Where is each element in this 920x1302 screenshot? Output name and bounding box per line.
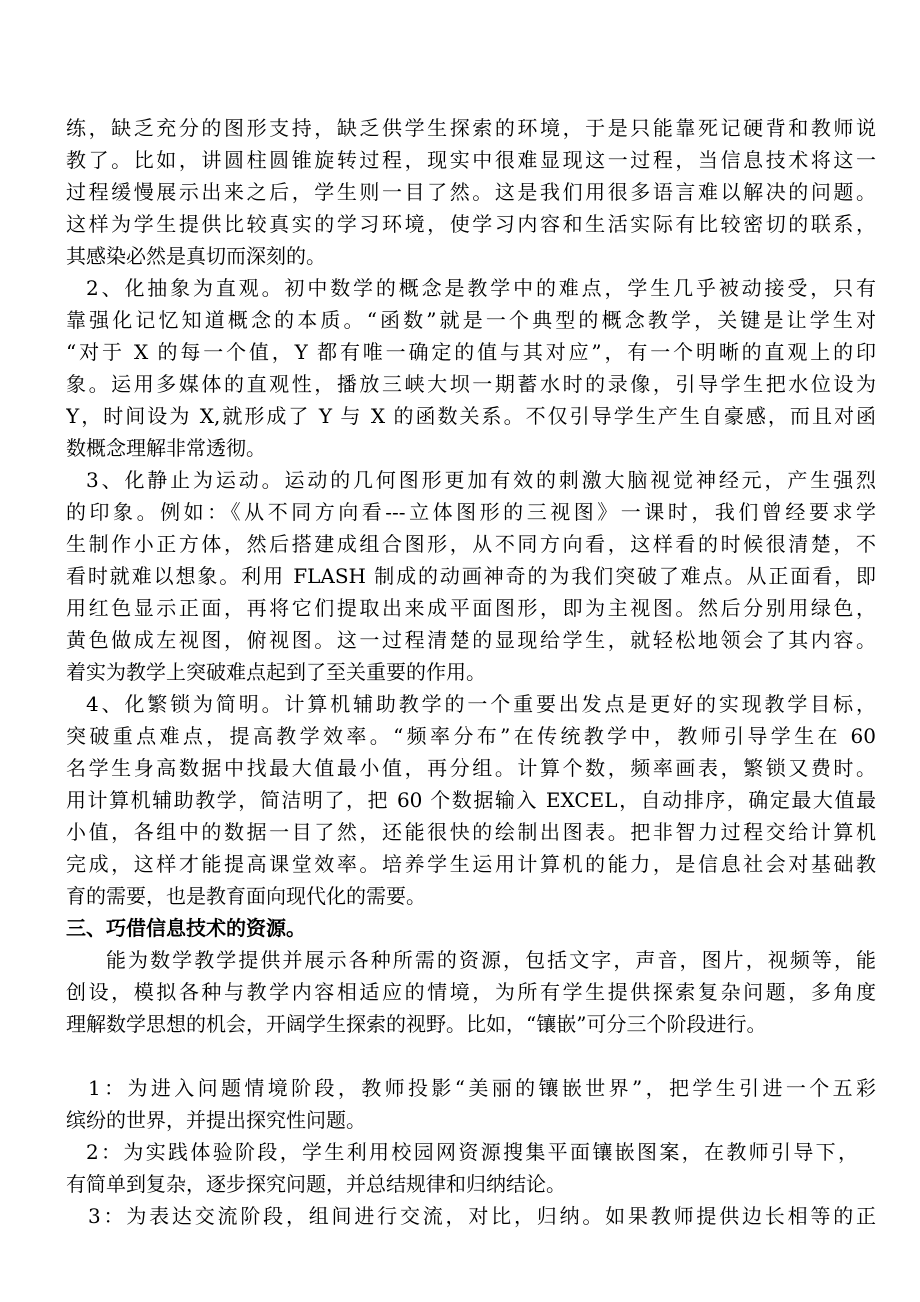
paragraph-intro-line: 其感染必然是真切而深刻的。	[66, 244, 326, 268]
paragraph-item-4-line: 突破重点难点，提高教学效率。“频率分布”在传统教学中，教师引导学生在 60	[66, 724, 876, 748]
stage-2-first-line: 2：为实践体验阶段，学生利用校园网资源搜集平面镶嵌图案，在教师引导下，	[86, 1140, 858, 1164]
section-3-body-line: 创设，模拟各种与教学内容相适应的情境，为所有学生提供探索复杂问题，多角度	[66, 980, 876, 1004]
paragraph-item-3-line: 的印象。例如：《从不同方向看---立体图形的三视图》一课时，我们曾经要求学	[66, 500, 876, 524]
section-3-body-first-line: 能为数学教学提供并展示各种所需的资源，包括文字，声音，图片，视频等，能	[106, 948, 876, 972]
paragraph-intro-line: 过程缓慢展示出来之后，学生则一目了然。这是我们用很多语言难以解决的问题。	[66, 180, 876, 204]
paragraph-item-3-line: 着实为教学上突破难点起到了至关重要的作用。	[66, 660, 486, 684]
paragraph-item-3-line: 黄色做成左视图，俯视图。这一过程清楚的显现给学生，就轻松地领会了其内容。	[66, 628, 876, 652]
paragraph-item-3-line: 生制作小正方体，然后搭建成组合图形，从不同方向看，这样看的时候很清楚，不	[66, 532, 876, 556]
paragraph-item-3-line: 用红色显示正面，再将它们提取出来成平面图形，即为主视图。然后分别用绿色，	[66, 596, 876, 620]
paragraph-item-4-line: 小值，各组中的数据一目了然，还能很快的绘制出图表。把非智力过程交给计算机	[66, 820, 876, 844]
stage-3-first-line: 3：为表达交流阶段，组间进行交流，对比，归纳。如果教师提供边长相等的正	[88, 1204, 876, 1228]
paragraph-item-3-line: 看时就难以想象。利用 FLASH 制成的动画神奇的为我们突破了难点。从正面看，即	[66, 564, 876, 588]
paragraph-item-2-line: “对于 X 的每一个值，Y 都有唯一确定的值与其对应”，有一个明晰的直观上的印	[66, 340, 876, 364]
paragraph-item-4-first-line: 4、化繁锁为简明。计算机辅助教学的一个重要出发点是更好的实现教学目标，	[86, 692, 876, 716]
paragraph-intro-line: 这样为学生提供比较真实的学习环境，使学习内容和生活实际有比较密切的联系，	[66, 212, 876, 236]
section-3-body-line: 理解数学思想的机会，开阔学生探索的视野。比如，“镶嵌”可分三个阶段进行。	[66, 1012, 767, 1036]
paragraph-item-3-first-line: 3、化静止为运动。运动的几何图形更加有效的刺激大脑视觉神经元，产生强烈	[86, 468, 876, 492]
paragraph-item-4-line: 完成，这样才能提高课堂效率。培养学生运用计算机的能力，是信息社会对基础教	[66, 852, 876, 876]
stage-1-first-line: 1：为进入问题情境阶段，教师投影“美丽的镶嵌世界”，把学生引进一个五彩	[88, 1076, 876, 1100]
paragraph-item-4-line: 用计算机辅助教学，简洁明了，把 60 个数据输入 EXCEL，自动排序，确定最大值最	[66, 788, 876, 812]
paragraph-item-2-line: Y，时间设为 X,就形成了 Y 与 X 的函数关系。不仅引导学生产生自豪感，而且对函	[66, 404, 876, 428]
paragraph-item-2-line: 靠强化记忆知道概念的本质。“函数”就是一个典型的概念教学，关键是让学生对	[66, 308, 876, 332]
stage-2-line: 有简单到复杂，逐步探究问题，并总结规律和归纳结论。	[66, 1172, 566, 1196]
stage-1-line: 缤纷的世界，并提出探究性问题。	[66, 1108, 366, 1132]
paragraph-item-4-line: 育的需要，也是教育面向现代化的需要。	[66, 884, 426, 908]
paragraph-item-2-first-line: 2、化抽象为直观。初中数学的概念是教学中的难点，学生几乎被动接受，只有	[86, 276, 876, 300]
paragraph-item-4-line: 名学生身高数据中找最大值最小值，再分组。计算个数，频率画表，繁锁又费时。	[66, 756, 876, 780]
paragraph-intro-line: 教了。比如，讲圆柱圆锥旋转过程，现实中很难显现这一过程，当信息技术将这一	[66, 148, 876, 172]
paragraph-item-2-line: 数概念理解非常透彻。	[66, 436, 266, 460]
section-heading: 三、巧借信息技术的资源。	[66, 916, 306, 940]
paragraph-item-2-line: 象。运用多媒体的直观性，播放三峡大坝一期蓄水时的录像，引导学生把水位设为	[66, 372, 876, 396]
paragraph-intro-line: 练，缺乏充分的图形支持，缺乏供学生探索的环境，于是只能靠死记硬背和教师说	[66, 116, 876, 140]
